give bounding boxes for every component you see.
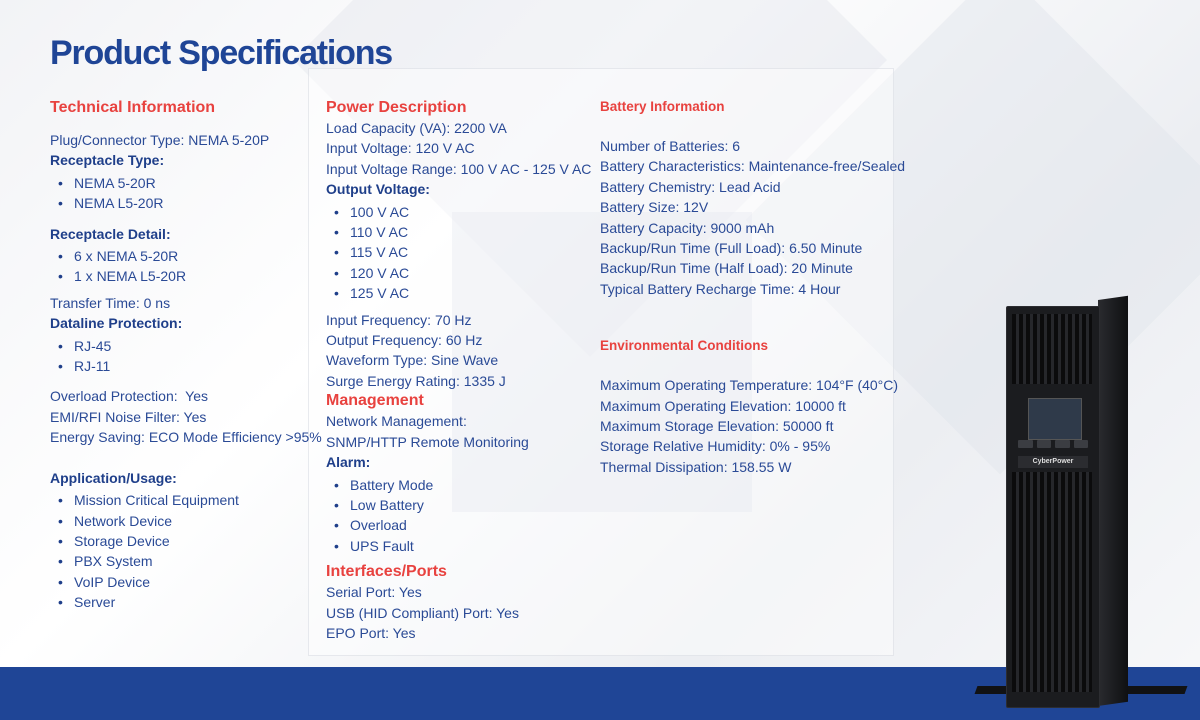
alarm-label: Alarm: (326, 454, 371, 471)
interfaces-ports-heading: Interfaces/Ports (326, 563, 447, 581)
battery-characteristics: Battery Characteristics: Maintenance-free/Sealed (600, 158, 906, 175)
ups-button (1074, 440, 1089, 448)
list-item: • 115 V AC (350, 242, 596, 262)
network-management: Network Management: (326, 413, 467, 430)
battery-information-heading: Battery Information (600, 99, 725, 114)
management-heading: Management (326, 392, 424, 410)
emi-rfi-filter: EMI/RFI Noise Filter: Yes (50, 408, 207, 425)
page-title: Product Specifications (50, 34, 393, 72)
battery-chemistry: Battery Chemistry: Lead Acid (600, 178, 781, 195)
ups-product-image (976, 300, 1186, 712)
ups-vent-grille (1012, 472, 1092, 692)
surge-energy-rating: Surge Energy Rating: 1335 J (326, 372, 506, 389)
dataline-protection-label: Dataline Protection: (50, 315, 183, 332)
list-item: • UPS Fault (350, 536, 596, 556)
list-item: • Mission Critical Equipment (74, 490, 320, 510)
max-operating-temperature: Maximum Operating Temperature: 104°F (40°C) (600, 377, 899, 394)
power-description-heading: Power Description (326, 99, 467, 116)
list-item: • 100 V AC (350, 202, 596, 222)
list-item: • RJ-45 (74, 336, 320, 356)
receptacle-detail-list (50, 246, 320, 287)
max-storage-elevation: Maximum Storage Elevation: 50000 ft (600, 418, 834, 435)
ups-vent-grille (1012, 314, 1092, 384)
application-usage-list (50, 490, 320, 612)
list-item: • Overload (350, 515, 596, 535)
transfer-time: Transfer Time: 0 ns (50, 294, 171, 311)
network-management-detail: SNMP/HTTP Remote Monitoring (326, 433, 529, 450)
environmental-conditions-heading: Environmental Conditions (600, 338, 769, 354)
plug-type: Plug/Connector Type: NEMA 5-20P (50, 132, 270, 148)
list-item: • NEMA L5-20R (74, 193, 320, 213)
list-item: • Server (74, 592, 320, 612)
number-of-batteries: Number of Batteries: 6 (600, 138, 741, 154)
list-item: • PBX System (74, 551, 320, 571)
list-item: • RJ-11 (74, 356, 320, 376)
list-item: • Battery Mode (350, 475, 596, 495)
list-item: • 125 V AC (350, 283, 596, 303)
usb-port: USB (HID Compliant) Port: Yes (326, 604, 519, 621)
list-item: • VoIP Device (74, 572, 320, 592)
dataline-protection-list (50, 336, 320, 377)
thermal-dissipation: Thermal Dissipation: 158.55 W (600, 458, 792, 475)
receptacle-type-list (50, 173, 320, 214)
ups-lcd-display (1028, 398, 1082, 440)
ups-control-buttons (1018, 440, 1088, 448)
list-item: • 6 x NEMA 5-20R (74, 246, 320, 266)
technical-information-heading: Technical Information (50, 99, 216, 116)
input-frequency: Input Frequency: 70 Hz (326, 311, 472, 328)
runtime-half-load: Backup/Run Time (Half Load): 20 Minute (600, 260, 853, 277)
battery-capacity: Battery Capacity: 9000 mAh (600, 219, 775, 236)
battery-information-column (600, 98, 930, 477)
output-voltage-label: Output Voltage: (326, 181, 430, 198)
list-item: • 1 x NEMA L5-20R (74, 266, 320, 286)
recharge-time: Typical Battery Recharge Time: 4 Hour (600, 280, 841, 297)
serial-port: Serial Port: Yes (326, 584, 422, 601)
list-item: • Network Device (74, 511, 320, 531)
list-item: • NEMA 5-20R (74, 173, 320, 193)
storage-humidity: Storage Relative Humidity: 0% - 95% (600, 438, 831, 455)
list-item: • Low Battery (350, 495, 596, 515)
ups-button (1037, 440, 1052, 448)
list-item: • 110 V AC (350, 222, 596, 242)
list-item: • Storage Device (74, 531, 320, 551)
alarm-list (326, 475, 596, 557)
max-operating-elevation: Maximum Operating Elevation: 10000 ft (600, 397, 846, 414)
application-usage-label: Application/Usage: (50, 469, 177, 486)
energy-saving: Energy Saving: ECO Mode Efficiency >95% (50, 429, 322, 446)
power-description-column (326, 98, 596, 643)
output-voltage-list (326, 202, 596, 304)
load-capacity: Load Capacity (VA): 2200 VA (326, 120, 507, 136)
runtime-full-load: Backup/Run Time (Full Load): 6.50 Minute (600, 240, 863, 257)
technical-information-column (50, 98, 320, 613)
battery-size: Battery Size: 12V (600, 199, 709, 216)
epo-port: EPO Port: Yes (326, 624, 416, 641)
ups-side-panel (1098, 296, 1128, 706)
overload-protection: Overload Protection: Yes (50, 388, 208, 405)
receptacle-detail-label: Receptacle Detail: (50, 225, 171, 242)
input-voltage: Input Voltage: 120 V AC (326, 140, 475, 157)
list-item: • 120 V AC (350, 263, 596, 283)
receptacle-type-label: Receptacle Type: (50, 152, 165, 169)
brand-logo: CyberPower (1018, 456, 1088, 468)
ups-button (1055, 440, 1070, 448)
ups-button (1018, 440, 1033, 448)
output-frequency: Output Frequency: 60 Hz (326, 332, 483, 349)
input-voltage-range: Input Voltage Range: 100 V AC - 125 V AC (326, 160, 592, 177)
waveform-type: Waveform Type: Sine Wave (326, 352, 499, 369)
